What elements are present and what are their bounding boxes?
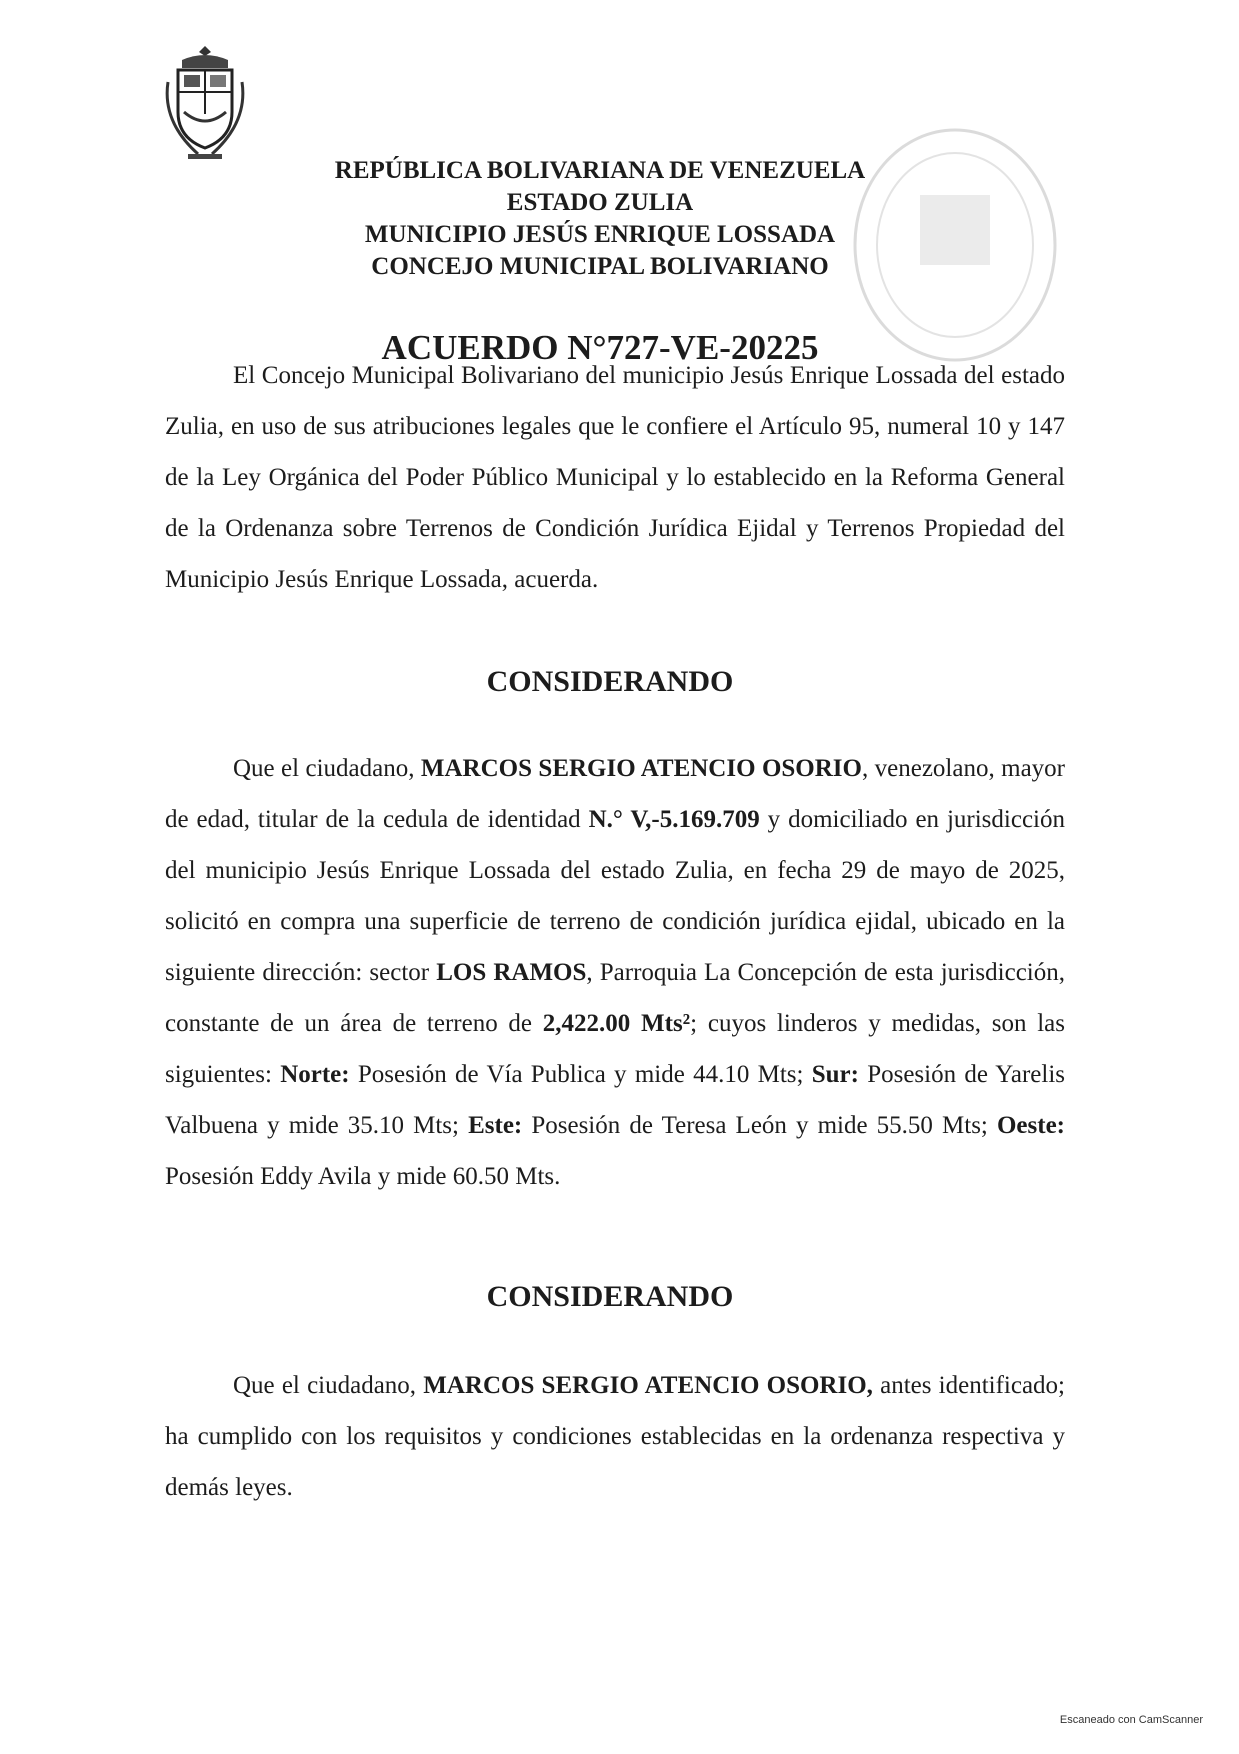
considerando-heading-1: CONSIDERANDO bbox=[486, 665, 734, 698]
boundary-north-label: Norte: bbox=[280, 1061, 350, 1088]
intro-text: El Concejo Municipal Bolivariano del municipio Jesús Enrique Lossada del estado Zulia, en uso de sus atribuciones legales que le confiere el Artículo 95, numeral 10 y 147 de la Ley Orgánica del Poder Público Municipal y lo establecido en la Reforma General de la Ordenanza sobre Terrenos de Condición Jurídica Ejidal y Terrenos Propiedad del Municipio Jesús Enrique Lossada, acuerda. bbox=[165, 362, 1065, 593]
citizen-name: MARCOS SERGIO ATENCIO OSORIO bbox=[420, 755, 862, 782]
intro-paragraph bbox=[165, 350, 1065, 605]
coat-of-arms-icon bbox=[160, 42, 250, 167]
sector-name: LOS RAMOS bbox=[436, 959, 587, 986]
header-republic: REPÚBLICA BOLIVARIANA DE VENEZUELA bbox=[334, 157, 866, 184]
header-state: ESTADO ZULIA bbox=[506, 189, 694, 216]
considerando-heading-2: CONSIDERANDO bbox=[486, 1280, 734, 1313]
header-council: CONCEJO MUNICIPAL BOLIVARIANO bbox=[371, 253, 829, 280]
identity-number: N.° V,-5.169.709 bbox=[588, 806, 760, 833]
agreement-title: ACUERDO N°727-VE-20225 bbox=[381, 328, 819, 367]
header-municipality: MUNICIPIO JESÚS ENRIQUE LOSSADA bbox=[364, 221, 836, 248]
considerando-paragraph-1: Que el ciudadano, MARCOS SERGIO ATENCIO OSORIO, venezolano, mayor de edad, titular de la cedula de identidad N.° V,-5.169.709 y domiciliado en jurisdicción del municipio Jesús Enrique Lossada del estado Zulia, en fecha 29 de mayo de 2025, solicitó en compra una superficie de terreno de condición jurídica ejidal, ubicado en la siguiente dirección: sector LOS RAMOS, Parroquia La Concepción de esta jurisdicción, constante de un área de terreno de 2,422.00 Mts²; cuyos linderos y medidas, son las siguientes: Norte: Posesión de Vía Publica y mide 44.10 Mts; Sur: Posesión de Yarelis Valbuena y mide 35.10 Mts; Este: Posesión de Teresa León y mide 55.50 Mts; Oeste: Posesión Eddy Avila y mide 60.50 Mts. bbox=[165, 755, 1066, 1190]
boundary-south-label: Sur: bbox=[811, 1061, 859, 1088]
considerando-paragraph-2: Que el ciudadano, MARCOS SERGIO ATENCIO OSORIO, antes identificado; ha cumplido con los requisitos y condiciones establecidas en la ordenanza respectiva y demás leyes. bbox=[165, 1372, 1065, 1501]
scanner-watermark: Escaneado con CamScanner bbox=[1059, 1714, 1203, 1726]
land-area: 2,422.00 Mts² bbox=[542, 1010, 691, 1037]
boundary-east-label: Este: bbox=[468, 1112, 523, 1139]
document-header bbox=[300, 155, 900, 283]
boundary-west-label: Oeste: bbox=[996, 1112, 1066, 1139]
citizen-name-2: MARCOS SERGIO ATENCIO OSORIO, bbox=[423, 1372, 873, 1399]
